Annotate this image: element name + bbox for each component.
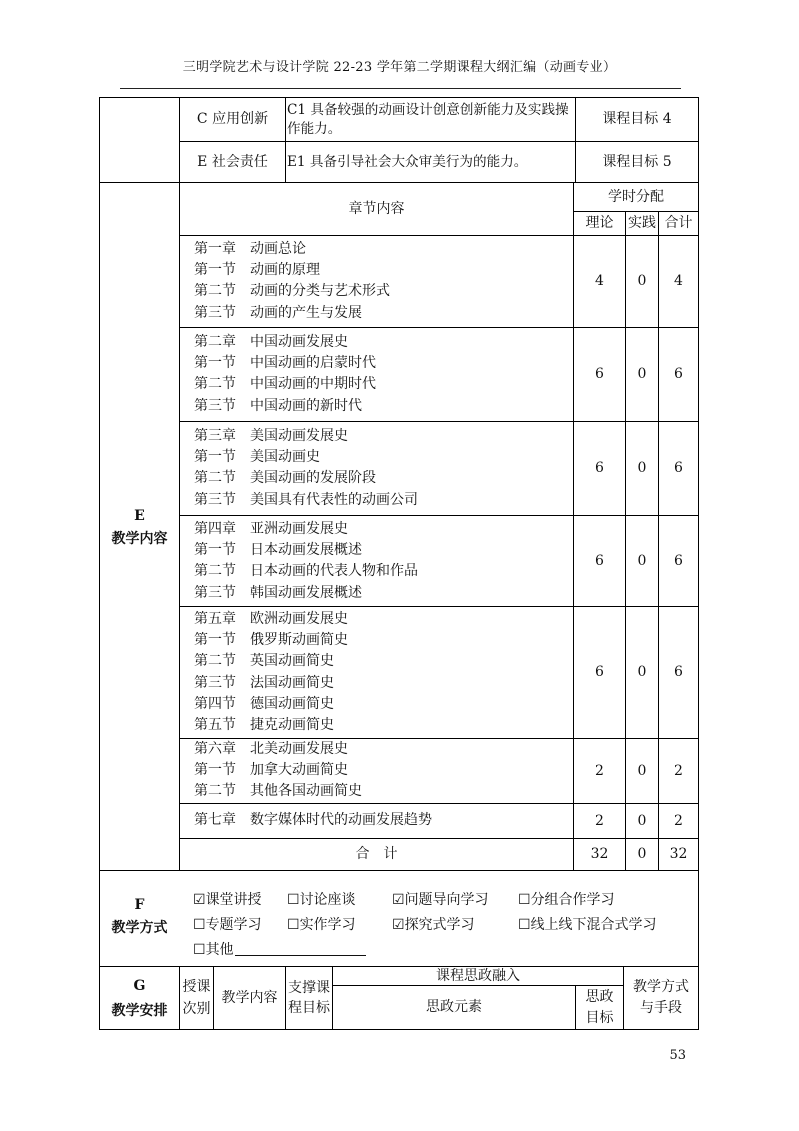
chapter-line: 第二节 日本动画的代表人物和作品	[194, 563, 418, 580]
hours-total: 6	[674, 366, 683, 382]
chapter-line: 第一节 俄罗斯动画简史	[194, 632, 348, 649]
other-input-line[interactable]	[235, 955, 366, 956]
col-header-method: 教学方式与手段	[633, 979, 689, 1016]
method-option[interactable]	[287, 889, 356, 909]
goal-category: C 应用创新	[196, 111, 269, 127]
chapter-line: 第三章 美国动画发展史	[194, 428, 348, 444]
goal-target: 课程目标 4	[602, 111, 672, 127]
chapter-block	[194, 739, 362, 803]
chapter-line: 第三节 动画的产生与发展	[194, 304, 362, 321]
goal-description: E1 具备引导社会大众审美行为的能力。	[287, 153, 528, 170]
sum-label: 合 计	[355, 846, 398, 862]
hours-practice: 0	[637, 664, 647, 680]
col-header-session: 授课次别	[182, 979, 211, 1017]
section-label-f	[100, 893, 179, 941]
hours-theory: 2	[595, 762, 604, 779]
col-header-practice: 实践	[628, 215, 656, 231]
hours-theory: 2	[595, 812, 604, 829]
chapter-line: 第二章 中国动画发展史	[194, 334, 348, 350]
chapter-line: 第一节 加拿大动画简史	[194, 762, 348, 779]
hours-practice: 0	[637, 762, 647, 779]
sum-practice: 0	[637, 846, 647, 862]
hours-practice: 0	[637, 552, 647, 569]
method-option[interactable]	[193, 889, 262, 909]
chapter-line: 第七章 数字媒体时代的动画发展趋势	[194, 812, 432, 828]
method-label: 讨论座谈	[299, 892, 356, 908]
method-label: 探究式学习	[404, 917, 475, 933]
hours-theory: 4	[595, 273, 604, 289]
chapter-line: 第二节 英国动画简史	[194, 653, 334, 670]
chapter-line: 第二节 其他各国动画简史	[194, 783, 362, 800]
chapter-block	[194, 239, 390, 324]
section-title: 教学安排	[111, 1003, 168, 1019]
chapter-block	[194, 519, 418, 604]
chapter-block	[194, 332, 376, 417]
chapter-line: 第一章 动画总论	[194, 241, 306, 257]
hours-theory: 6	[595, 552, 604, 569]
col-header-chapter: 章节内容	[348, 200, 405, 217]
checkbox-icon[interactable]: ☑	[392, 917, 405, 933]
col-header-ideology-target: 思政目标	[585, 988, 614, 1026]
hours-total: 2	[674, 812, 683, 829]
goal-description: C1 具备较强的动画设计创意创新能力及实践操作能力。	[287, 101, 569, 137]
col-header-target: 支撑课程目标	[288, 980, 330, 1016]
chapter-line: 第三节 美国具有代表性的动画公司	[194, 491, 418, 508]
chapter-block	[194, 810, 432, 831]
page-header: 三明学院艺术与设计学院 22-23 学年第二学期课程大纲汇编（动画专业）	[182, 60, 617, 75]
chapter-line: 第四节 德国动画简史	[194, 695, 334, 712]
chapter-line: 第三节 中国动画的新时代	[194, 397, 362, 414]
hours-total: 4	[674, 273, 683, 289]
checkbox-icon[interactable]: ☐	[193, 917, 206, 933]
goal-target: 课程目标 5	[602, 153, 672, 170]
col-header-content: 教学内容	[221, 989, 278, 1006]
chapter-line: 第五章 欧洲动画发展史	[194, 611, 348, 627]
method-option[interactable]	[518, 914, 657, 934]
method-option[interactable]	[392, 914, 475, 934]
sum-theory: 32	[590, 846, 609, 862]
checkbox-icon[interactable]: ☐	[518, 892, 531, 908]
col-header-ideology: 课程思政融入	[436, 967, 520, 984]
chapter-line: 第一节 美国动画史	[194, 449, 320, 466]
hours-total: 6	[674, 460, 683, 476]
hours-practice: 0	[637, 366, 647, 382]
header-rule	[120, 88, 681, 89]
page-number: 53	[669, 1048, 686, 1063]
chapter-block	[194, 609, 348, 736]
chapter-line: 第二节 动画的分类与艺术形式	[194, 283, 390, 300]
checkbox-icon[interactable]: ☐	[287, 917, 300, 933]
col-header-theory: 理论	[585, 215, 614, 231]
hours-theory: 6	[595, 366, 604, 382]
chapter-line: 第六章 北美动画发展史	[194, 741, 348, 757]
method-option[interactable]	[193, 914, 262, 934]
chapter-line: 第一节 动画的原理	[194, 262, 320, 279]
checkbox-icon[interactable]: ☐	[287, 892, 300, 908]
chapter-line: 第三节 法国动画简史	[194, 674, 334, 691]
section-title: 教学方式	[111, 920, 168, 936]
hours-total: 2	[674, 762, 683, 779]
method-label: 实作学习	[299, 917, 356, 933]
col-header-elements: 思政元素	[426, 999, 482, 1015]
method-label: 线上线下混合式学习	[530, 917, 657, 933]
checkbox-icon[interactable]: ☐	[518, 917, 531, 933]
section-letter: G	[133, 978, 146, 994]
method-label: 专题学习	[205, 917, 262, 933]
section-letter: F	[134, 897, 145, 913]
chapter-line: 第三节 韩国动画发展概述	[194, 584, 362, 601]
hours-practice: 0	[637, 273, 647, 289]
method-option[interactable]	[392, 889, 489, 909]
goal-category: E 社会责任	[197, 153, 268, 170]
chapter-line: 第五节 捷克动画简史	[194, 717, 334, 734]
col-header-hours: 学时分配	[608, 188, 664, 205]
hours-total: 6	[674, 552, 683, 569]
hours-practice: 0	[637, 812, 647, 829]
hours-practice: 0	[637, 460, 647, 476]
method-label: 问题导向学习	[404, 892, 489, 908]
method-option[interactable]	[287, 914, 356, 934]
method-label: 其他	[205, 942, 234, 958]
method-label: 分组合作学习	[530, 892, 615, 908]
section-letter: E	[134, 508, 145, 524]
chapter-block	[194, 426, 418, 511]
method-option[interactable]	[518, 889, 615, 909]
chapter-line: 第一节 中国动画的启蒙时代	[194, 355, 376, 372]
hours-theory: 6	[595, 664, 604, 680]
hours-total: 6	[674, 664, 683, 680]
sum-total: 32	[669, 846, 688, 862]
section-title: 教学内容	[111, 531, 168, 547]
chapter-line: 第四章 亚洲动画发展史	[194, 521, 348, 537]
checkbox-icon[interactable]: ☑	[193, 892, 206, 908]
section-label-e	[100, 505, 179, 551]
method-label: 课堂讲授	[205, 892, 262, 908]
chapter-line: 第一节 日本动画发展概述	[194, 542, 362, 559]
section-label-g	[100, 972, 179, 1026]
checkbox-icon[interactable]: ☐	[193, 942, 206, 958]
method-option[interactable]	[193, 939, 234, 959]
hours-theory: 6	[595, 460, 604, 476]
checkbox-icon[interactable]: ☑	[392, 892, 405, 908]
chapter-line: 第二节 美国动画的发展阶段	[194, 470, 376, 487]
col-header-total: 合计	[664, 215, 693, 231]
chapter-line: 第二节 中国动画的中期时代	[194, 376, 376, 393]
